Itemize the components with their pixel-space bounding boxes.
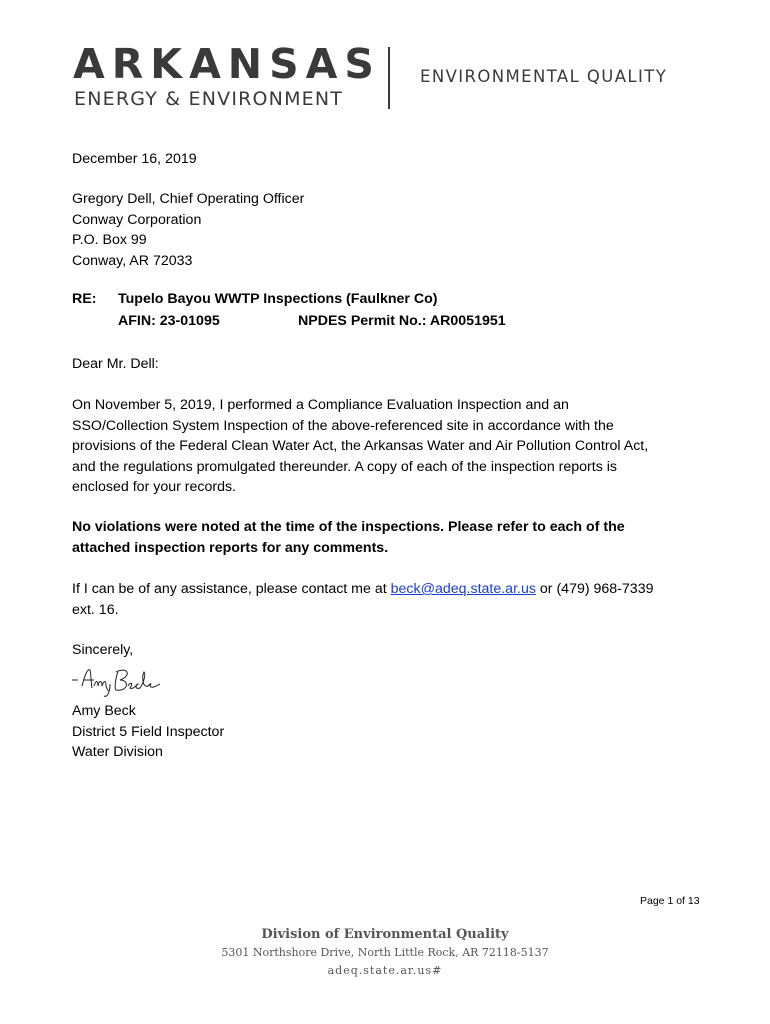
footer-title: Division of Environmental Quality bbox=[261, 927, 509, 942]
contact-prefix: If I can be of any assistance, please contact me at bbox=[72, 581, 391, 597]
division-label: ENVIRONMENTAL QUALITY bbox=[420, 67, 668, 86]
body-line: attached inspection reports for any comments. bbox=[72, 539, 389, 556]
contact-line-2: ext. 16. bbox=[72, 601, 119, 618]
salutation: Dear Mr. Dell: bbox=[72, 356, 159, 372]
body-line: No violations were noted at the time of the inspections. Please refer to each of the bbox=[72, 519, 625, 535]
body-line: SSO/Collection System Inspection of the above-referenced site in accordance with the bbox=[72, 417, 614, 434]
handwritten-signature bbox=[70, 662, 170, 700]
recipient-company: Conway Corporation bbox=[72, 211, 202, 228]
re-npdes: NPDES Permit No.: AR0051951 bbox=[298, 313, 506, 329]
letter-date: December 16, 2019 bbox=[72, 151, 197, 167]
re-label: RE: bbox=[72, 291, 97, 307]
re-subject: Tupelo Bayou WWTP Inspections (Faulkner Co) bbox=[118, 291, 438, 307]
body-paragraph-1 bbox=[72, 395, 712, 498]
re-afin: AFIN: 23-01095 bbox=[118, 313, 220, 329]
body-line: enclosed for your records. bbox=[72, 479, 237, 495]
sender-name: Amy Beck bbox=[72, 703, 136, 719]
body-line: provisions of the Federal Clean Water Act, the Arkansas Water and Air Pollution Control Act, bbox=[72, 438, 649, 454]
recipient-city: Conway, AR 72033 bbox=[72, 252, 193, 269]
sender-division: Water Division bbox=[72, 744, 163, 760]
closing: Sincerely, bbox=[72, 642, 134, 658]
recipient-po-box: P.O. Box 99 bbox=[72, 232, 147, 248]
letterhead bbox=[73, 42, 693, 112]
agency-logo-subtitle: ENERGY & ENVIRONMENT bbox=[74, 88, 344, 110]
contact-paragraph bbox=[72, 579, 712, 620]
contact-suffix: or (479) 968-7339 bbox=[535, 581, 654, 597]
body-paragraph-2 bbox=[72, 517, 712, 558]
contact-email-link[interactable]: beck@adeq.state.ar.us bbox=[390, 581, 536, 597]
footer-website: adeq.state.ar.us# bbox=[327, 964, 443, 977]
sender-title: District 5 Field Inspector bbox=[72, 723, 225, 740]
agency-logo-title: ARKANSAS bbox=[73, 40, 381, 88]
letterhead-divider bbox=[388, 47, 390, 109]
body-line: On November 5, 2019, I performed a Compliance Evaluation Inspection and an bbox=[72, 397, 569, 413]
body-line: and the regulations promulgated thereunder. A copy of each of the inspection reports is bbox=[72, 458, 617, 475]
recipient-name: Gregory Dell, Chief Operating Officer bbox=[72, 191, 305, 207]
footer-address: 5301 Northshore Drive, North Little Rock, AR 72118-5137 bbox=[221, 946, 549, 959]
contact-line bbox=[72, 579, 712, 600]
page-number: Page 1 of 13 bbox=[640, 895, 700, 907]
